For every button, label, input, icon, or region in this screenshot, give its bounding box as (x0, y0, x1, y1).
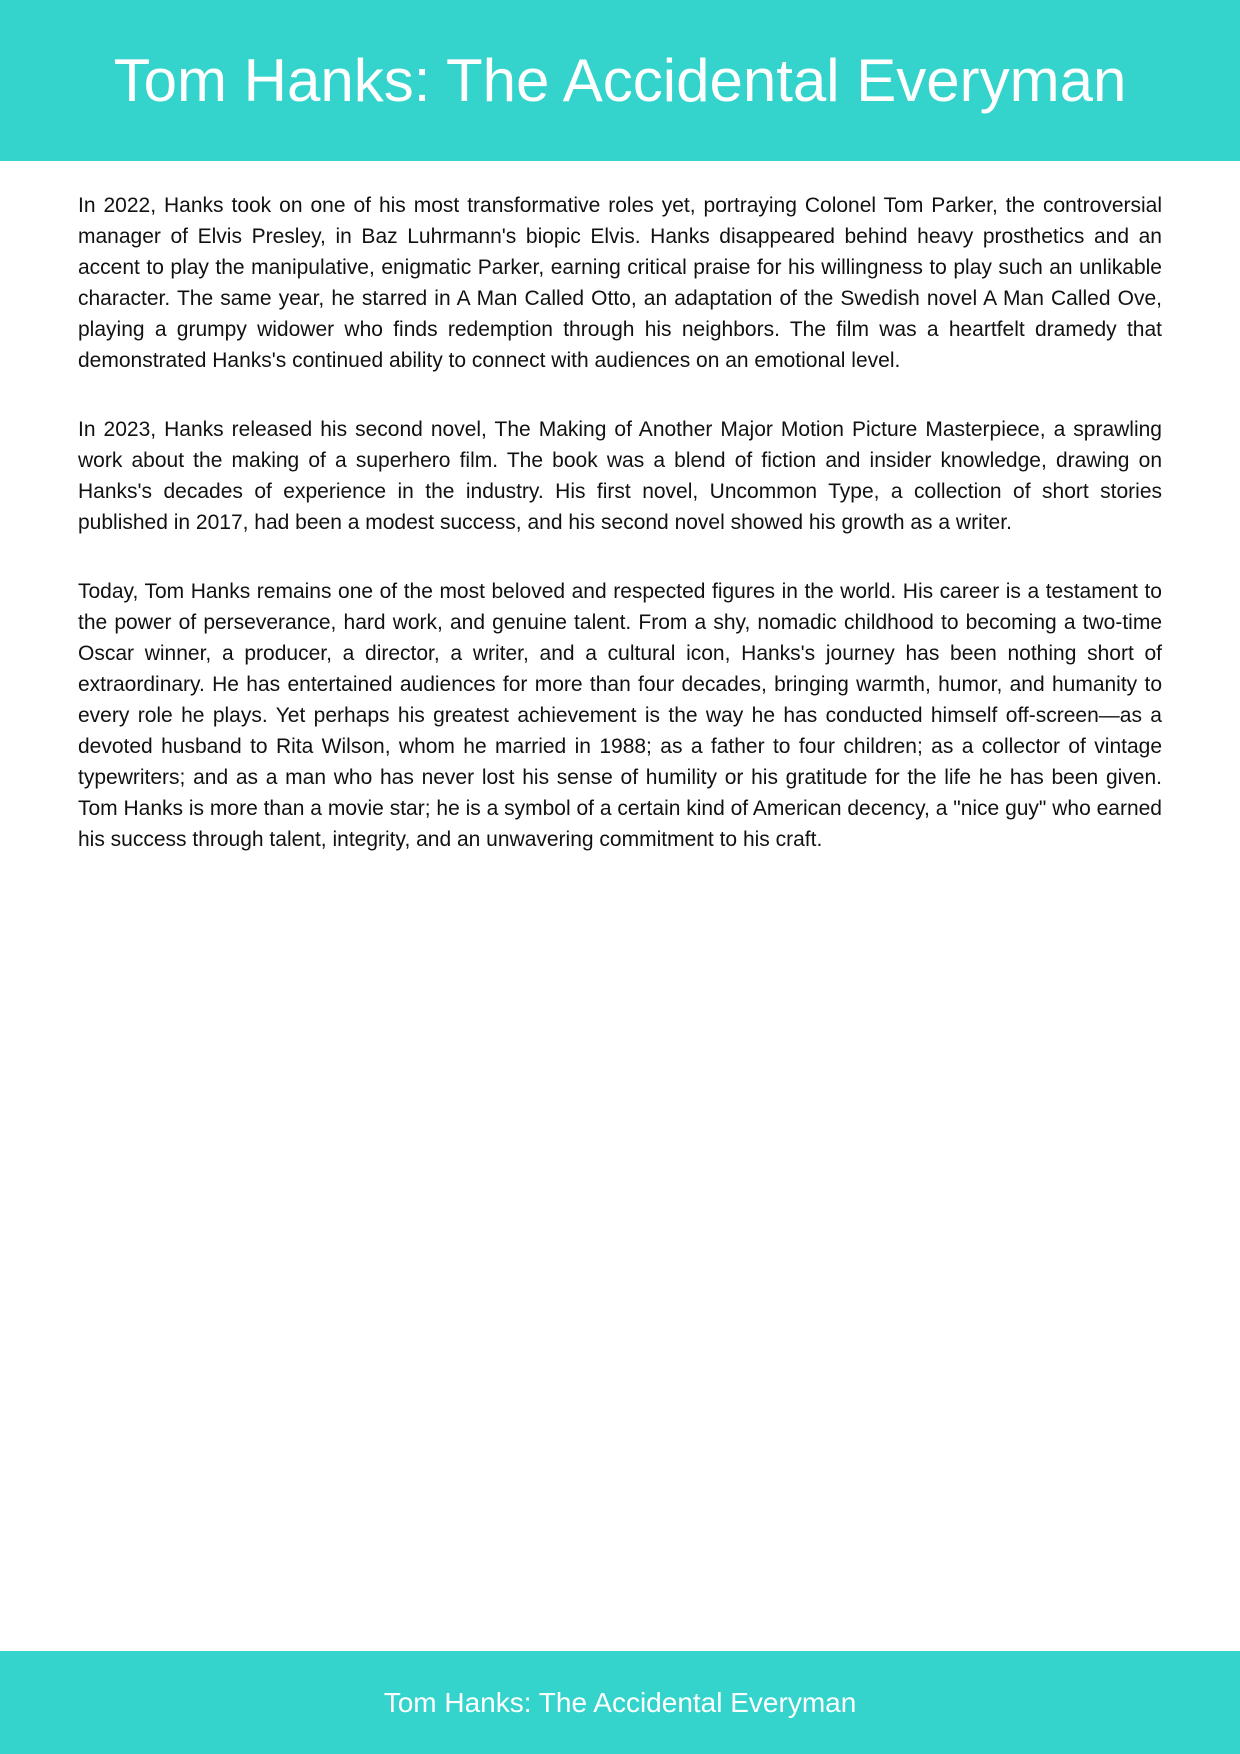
page-title: Tom Hanks: The Accidental Everyman (113, 46, 1127, 114)
page-footer (0, 1651, 1240, 1754)
body-paragraph: In 2023, Hanks released his second novel, The Making of Another Major Motion Picture Masterpiece, a sprawling work about the making of a superhero film. The book was a blend of fiction and insider knowledge, drawing on Hanks's decades of experience in the industry. His first novel, Uncommon Type, a collection of short stories published in 2017, had been a modest success, and his second novel showed his growth as a writer. (78, 418, 1162, 534)
page-header (0, 0, 1240, 161)
body-paragraph: In 2022, Hanks took on one of his most transformative roles yet, portraying Colonel Tom Parker, the controversial manager of Elvis Presley, in Baz Luhrmann's biopic Elvis. Hanks disappeared behind heavy prosthetics and an accent to play the manipulative, enigmatic Parker, earning critical praise for his willingness to play such an unlikable character. The same year, he starred in A Man Called Otto, an adaptation of the Swedish novel A Man Called Ove, playing a grumpy widower who finds redemption through his neighbors. The film was a heartfelt dramedy that demonstrated Hanks's continued ability to connect with audiences on an emotional level. (78, 194, 1162, 372)
body-paragraph: Today, Tom Hanks remains one of the most beloved and respected figures in the world. His career is a testament to the power of perseverance, hard work, and genuine talent. From a shy, nomadic childhood to becoming a two-time Oscar winner, a producer, a director, a writer, and a cultural icon, Hanks's journey has been nothing short of extraordinary. He has entertained audiences for more than four decades, bringing warmth, humor, and humanity to every role he plays. Yet perhaps his greatest achievement is the way he has conducted himself off-screen—as a devoted husband to Rita Wilson, whom he married in 1988; as a father to four children; as a collector of vintage typewriters; and as a man who has never lost his sense of humility or his gratitude for the life he has been given. Tom Hanks is more than a movie star; he is a symbol of a certain kind of American decency, a "nice guy" who earned his success through talent, integrity, and an unwavering commitment to his craft. (78, 580, 1162, 851)
document-body (78, 190, 1162, 893)
footer-title: Tom Hanks: The Accidental Everyman (383, 1686, 857, 1718)
